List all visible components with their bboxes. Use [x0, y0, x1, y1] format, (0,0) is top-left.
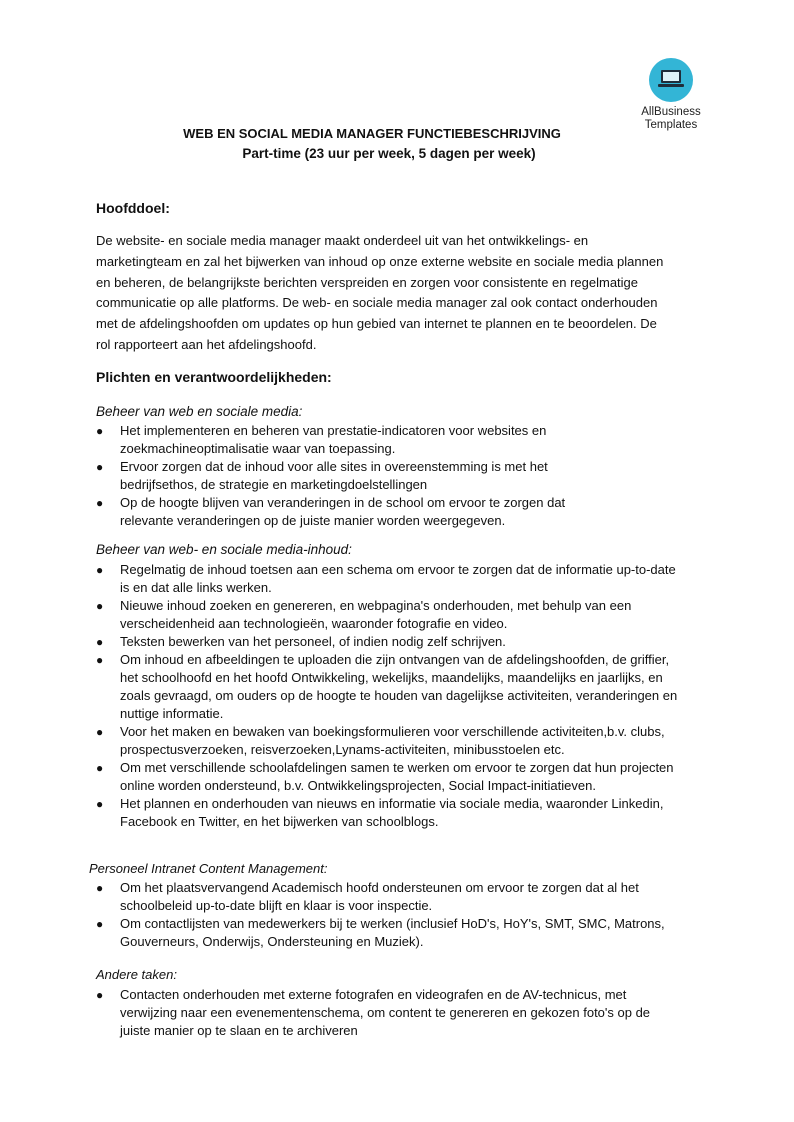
- list-item: [96, 422, 696, 458]
- bullet-icon: ●: [96, 635, 104, 649]
- bullet-icon: ●: [96, 460, 104, 474]
- list-item: [96, 633, 696, 651]
- list-item-line: Het plannen en onderhouden van nieuws en informatie via sociale media, waaronder Linkedin,: [120, 796, 664, 811]
- bullet-icon: ●: [96, 563, 104, 577]
- list-item-line: Gouverneurs, Onderwijs, Ondersteuning en Muziek).: [120, 934, 424, 949]
- logo-line-2: Templates: [644, 119, 698, 131]
- list-item-line: relevante veranderingen op de juiste manier worden weergegeven.: [120, 513, 506, 528]
- list-item-line: Om met verschillende schoolafdelingen samen te werken om ervoor te zorgen dat hun projecten: [120, 760, 674, 775]
- list-item-line: verscheidenheid aan technologieën, waaronder fotografie en video.: [120, 616, 508, 631]
- bullet-icon: ●: [96, 599, 104, 613]
- list-item: [96, 879, 696, 915]
- list-item-line: Om inhoud en afbeeldingen te uploaden die zijn ontvangen van de afdelingshoofden, de griffier,: [120, 652, 670, 667]
- laptop-icon: [649, 58, 693, 102]
- section-title: Beheer van web en sociale media:: [96, 404, 303, 419]
- list-item: [96, 494, 696, 530]
- paragraph-line: en beheren, de belangrijkste berichten verspreiden en zorgen voor consistente en regelmatige: [96, 274, 639, 290]
- bullet-list: [96, 561, 696, 831]
- list-item-line: verwijzing naar een evenementenschema, om content te genereren en gekozen foto's op de: [120, 1005, 651, 1020]
- list-item-line: het schoolhoofd en het hoofd Ontwikkeling, wekelijks, maandelijks, maandelijks en jaarlijks, en: [120, 670, 663, 685]
- allbusiness-logo[interactable]: [636, 58, 706, 132]
- list-item: [96, 561, 696, 597]
- bullet-icon: ●: [96, 653, 104, 667]
- paragraph-line: De website- en sociale media manager maakt onderdeel uit van het ontwikkelings- en: [96, 233, 589, 248]
- list-item-line: zoals gevraagd, om ouders op de hoogte te houden van dagelijkse activiteiten, veranderingen en: [120, 688, 678, 703]
- list-item-line: Ervoor zorgen dat de inhoud voor alle sites in overeenstemming is met het: [120, 459, 548, 474]
- list-item: [96, 597, 696, 633]
- list-item-line: juiste manier op te slaan en te archiveren: [120, 1023, 358, 1038]
- list-item-line: Regelmatig de inhoud toetsen aan een schema om ervoor te zorgen dat de informatie up-to-date: [120, 562, 676, 577]
- list-item: [96, 723, 696, 759]
- list-item-line: Nieuwe inhoud zoeken en genereren, en webpagina's onderhouden, met behulp van een: [120, 598, 632, 613]
- document-title: WEB EN SOCIAL MEDIA MANAGER FUNCTIEBESCHRIJVING: [183, 126, 561, 141]
- list-item: [96, 986, 696, 1040]
- list-item-line: Op de hoogte blijven van veranderingen in de school om ervoor te zorgen dat: [120, 495, 566, 510]
- list-item: [96, 759, 696, 795]
- list-item-line: zoekmachineoptimalisatie waar van toepassing.: [120, 441, 396, 456]
- bullet-icon: ●: [96, 797, 104, 811]
- list-item: [96, 915, 696, 951]
- document-subtitle: Part-time (23 uur per week, 5 dagen per week): [242, 146, 536, 161]
- section-title: Personeel Intranet Content Management:: [89, 861, 328, 876]
- paragraph-line: met de afdelingshoofden om updates op hun gebied van internet te plannen en te beoordelen. De: [96, 316, 657, 332]
- bullet-icon: ●: [96, 424, 104, 438]
- list-item-line: Voor het maken en bewaken van boekingsformulieren voor verschillende activiteiten,b.v. clubs,: [120, 724, 665, 739]
- plichten-heading: Plichten en verantwoordelijkheden:: [96, 369, 332, 385]
- list-item-line: is en dat alle links werken.: [120, 580, 272, 595]
- list-item-line: prospectusverzoeken, reisverzoeken,Lynams-activiteiten, minibusstoelen etc.: [120, 742, 565, 757]
- list-item-line: online worden ondersteund, b.v. Ontwikkelingsprojecten, Social Impact-initiatieven.: [120, 778, 596, 793]
- list-item-line: bedrijfsethos, de strategie en marketingdoelstellingen: [120, 477, 428, 492]
- list-item-line: Teksten bewerken van het personeel, of indien nodig zelf schrijven.: [120, 634, 506, 649]
- list-item: [96, 458, 696, 494]
- hoofddoel-paragraph: [96, 231, 696, 356]
- bullet-icon: ●: [96, 917, 104, 931]
- list-item-line: Om het plaatsvervangend Academisch hoofd ondersteunen om ervoor te zorgen dat al het: [120, 880, 639, 895]
- list-item: [96, 651, 696, 723]
- paragraph-line: marketingteam en zal het bijwerken van inhoud op onze externe website en sociale media plannen: [96, 253, 664, 269]
- bullet-icon: ●: [96, 761, 104, 775]
- list-item-line: Om contactlijsten van medewerkers bij te werken (inclusief HoD's, HoY's, SMT, SMC, Matrons,: [120, 916, 665, 931]
- paragraph-line: communicatie op alle platforms. De web- en sociale media manager zal ook contact onderhouden: [96, 295, 658, 311]
- bullet-icon: ●: [96, 725, 104, 739]
- bullet-list: [96, 422, 696, 530]
- bullet-list: [96, 986, 696, 1040]
- logo-line-1: AllBusiness: [641, 106, 701, 118]
- list-item: [96, 795, 696, 831]
- paragraph-line: rol rapporteert aan het afdelingshoofd.: [96, 336, 317, 352]
- list-item-line: nuttige informatie.: [120, 706, 224, 721]
- bullet-icon: ●: [96, 881, 104, 895]
- section-title: Beheer van web- en sociale media-inhoud:: [96, 542, 352, 557]
- hoofddoel-heading: Hoofddoel:: [96, 200, 170, 216]
- list-item-line: Facebook en Twitter, en het bijwerken van schoolblogs.: [120, 814, 439, 829]
- list-item-line: schoolbeleid up-to-date blijft en klaar is voor inspectie.: [120, 898, 433, 913]
- bullet-icon: ●: [96, 988, 104, 1002]
- section-title: Andere taken:: [96, 967, 177, 982]
- list-item-line: Het implementeren en beheren van prestatie-indicatoren voor websites en: [120, 423, 547, 438]
- bullet-list: [96, 879, 696, 951]
- list-item-line: Contacten onderhouden met externe fotografen en videografen en de AV-technicus, met: [120, 987, 627, 1002]
- bullet-icon: ●: [96, 496, 104, 510]
